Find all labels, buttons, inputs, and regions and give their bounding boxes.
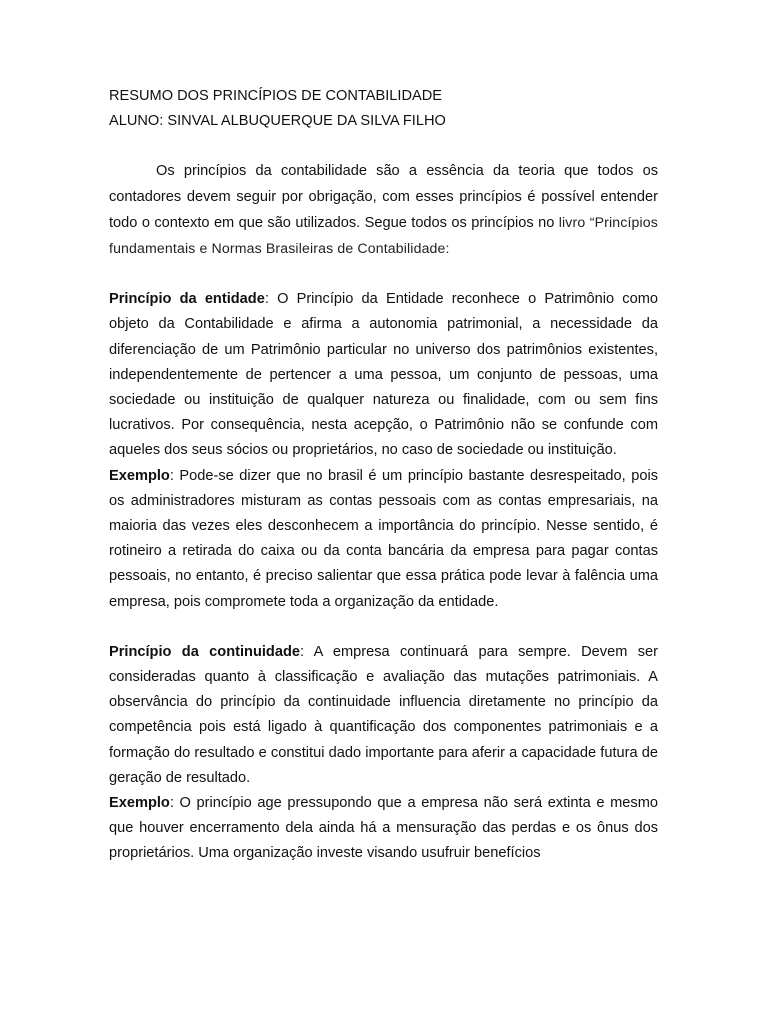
section-heading-entity: Princípio da entidade <box>109 291 265 308</box>
entity-example-paragraph <box>109 464 658 615</box>
section-separator: : <box>299 643 314 660</box>
continuity-principle-text: A empresa continuará para sempre. Devem ser consideradas quanto à classificação e avaliação das mutações patrimoniais. A observância do princípio da continuidade influencia diretamente no princípio da competência pois está ligado à quantificação dos componentes patrimoniais e a formação do resultado e constitui dado importante para aferir a capacidade futura de geração de resultado. <box>109 643 658 786</box>
student-name-line: ALUNO: SINVAL ALBUQUERQUE DA SILVA FILHO <box>109 113 446 130</box>
document-title: RESUMO DOS PRINCÍPIOS DE CONTABILIDADE <box>109 88 443 104</box>
intro-paragraph <box>109 159 658 262</box>
book-reference: livro “Princípios fundamentais e Normas Brasileiras de Contabilidade: <box>109 213 658 257</box>
continuity-example-paragraph <box>109 791 658 867</box>
example-label-continuity: Exemplo <box>109 795 170 812</box>
section-separator: : <box>264 291 278 308</box>
continuity-principle-paragraph <box>109 640 658 791</box>
example-label-entity: Exemplo <box>109 467 170 484</box>
entity-principle-text: O Princípio da Entidade reconhece o Patrimônio como objeto da Contabilidade e afirma a autonomia patrimonial, a necessidade da diferenciação de um Patrimônio particular no universo dos patrimônios existentes, independentemente de pertencer a uma pessoa, um conjunto de pessoas, uma sociedade ou instituição de qualquer natureza ou finalidade, com ou sem fins lucrativos. Por consequência, nesta acepção, o Patrimônio não se confunde com aqueles dos seus sócios ou proprietários, no caso de sociedade ou instituição. <box>109 291 658 459</box>
example-separator: : <box>169 795 180 812</box>
continuity-example-text: O princípio age pressupondo que a empresa não será extinta e mesmo que houver encerramento dela ainda há a mensuração das perdas e os ônus dos proprietários. Uma organização investe visando usufruir benefícios <box>109 795 658 862</box>
entity-principle-paragraph <box>109 287 658 463</box>
section-heading-continuity: Princípio da continuidade <box>109 643 300 660</box>
document-body <box>109 84 658 867</box>
example-separator: : <box>169 467 180 484</box>
intro-text: Os princípios da contabilidade são a essência da teoria que todos os contadores devem seguir por obrigação, com esses princípios é possível entender todo o contexto em que são utilizados. Segue todos os princípios no <box>109 163 658 231</box>
entity-example-text: Pode-se dizer que no brasil é um princípio bastante desrespeitado, pois os administradores misturam as contas pessoais com as contas empresariais, na maioria das vezes eles desconhecem a importância do princípio. Nesse sentido, é rotineiro a retirada do caixa ou da conta bancária da empresa para pagar contas pessoais, no entanto, é preciso salientar que essa prática pode levar à falência uma empresa, pois compromete toda a organização da entidade. <box>109 467 659 610</box>
